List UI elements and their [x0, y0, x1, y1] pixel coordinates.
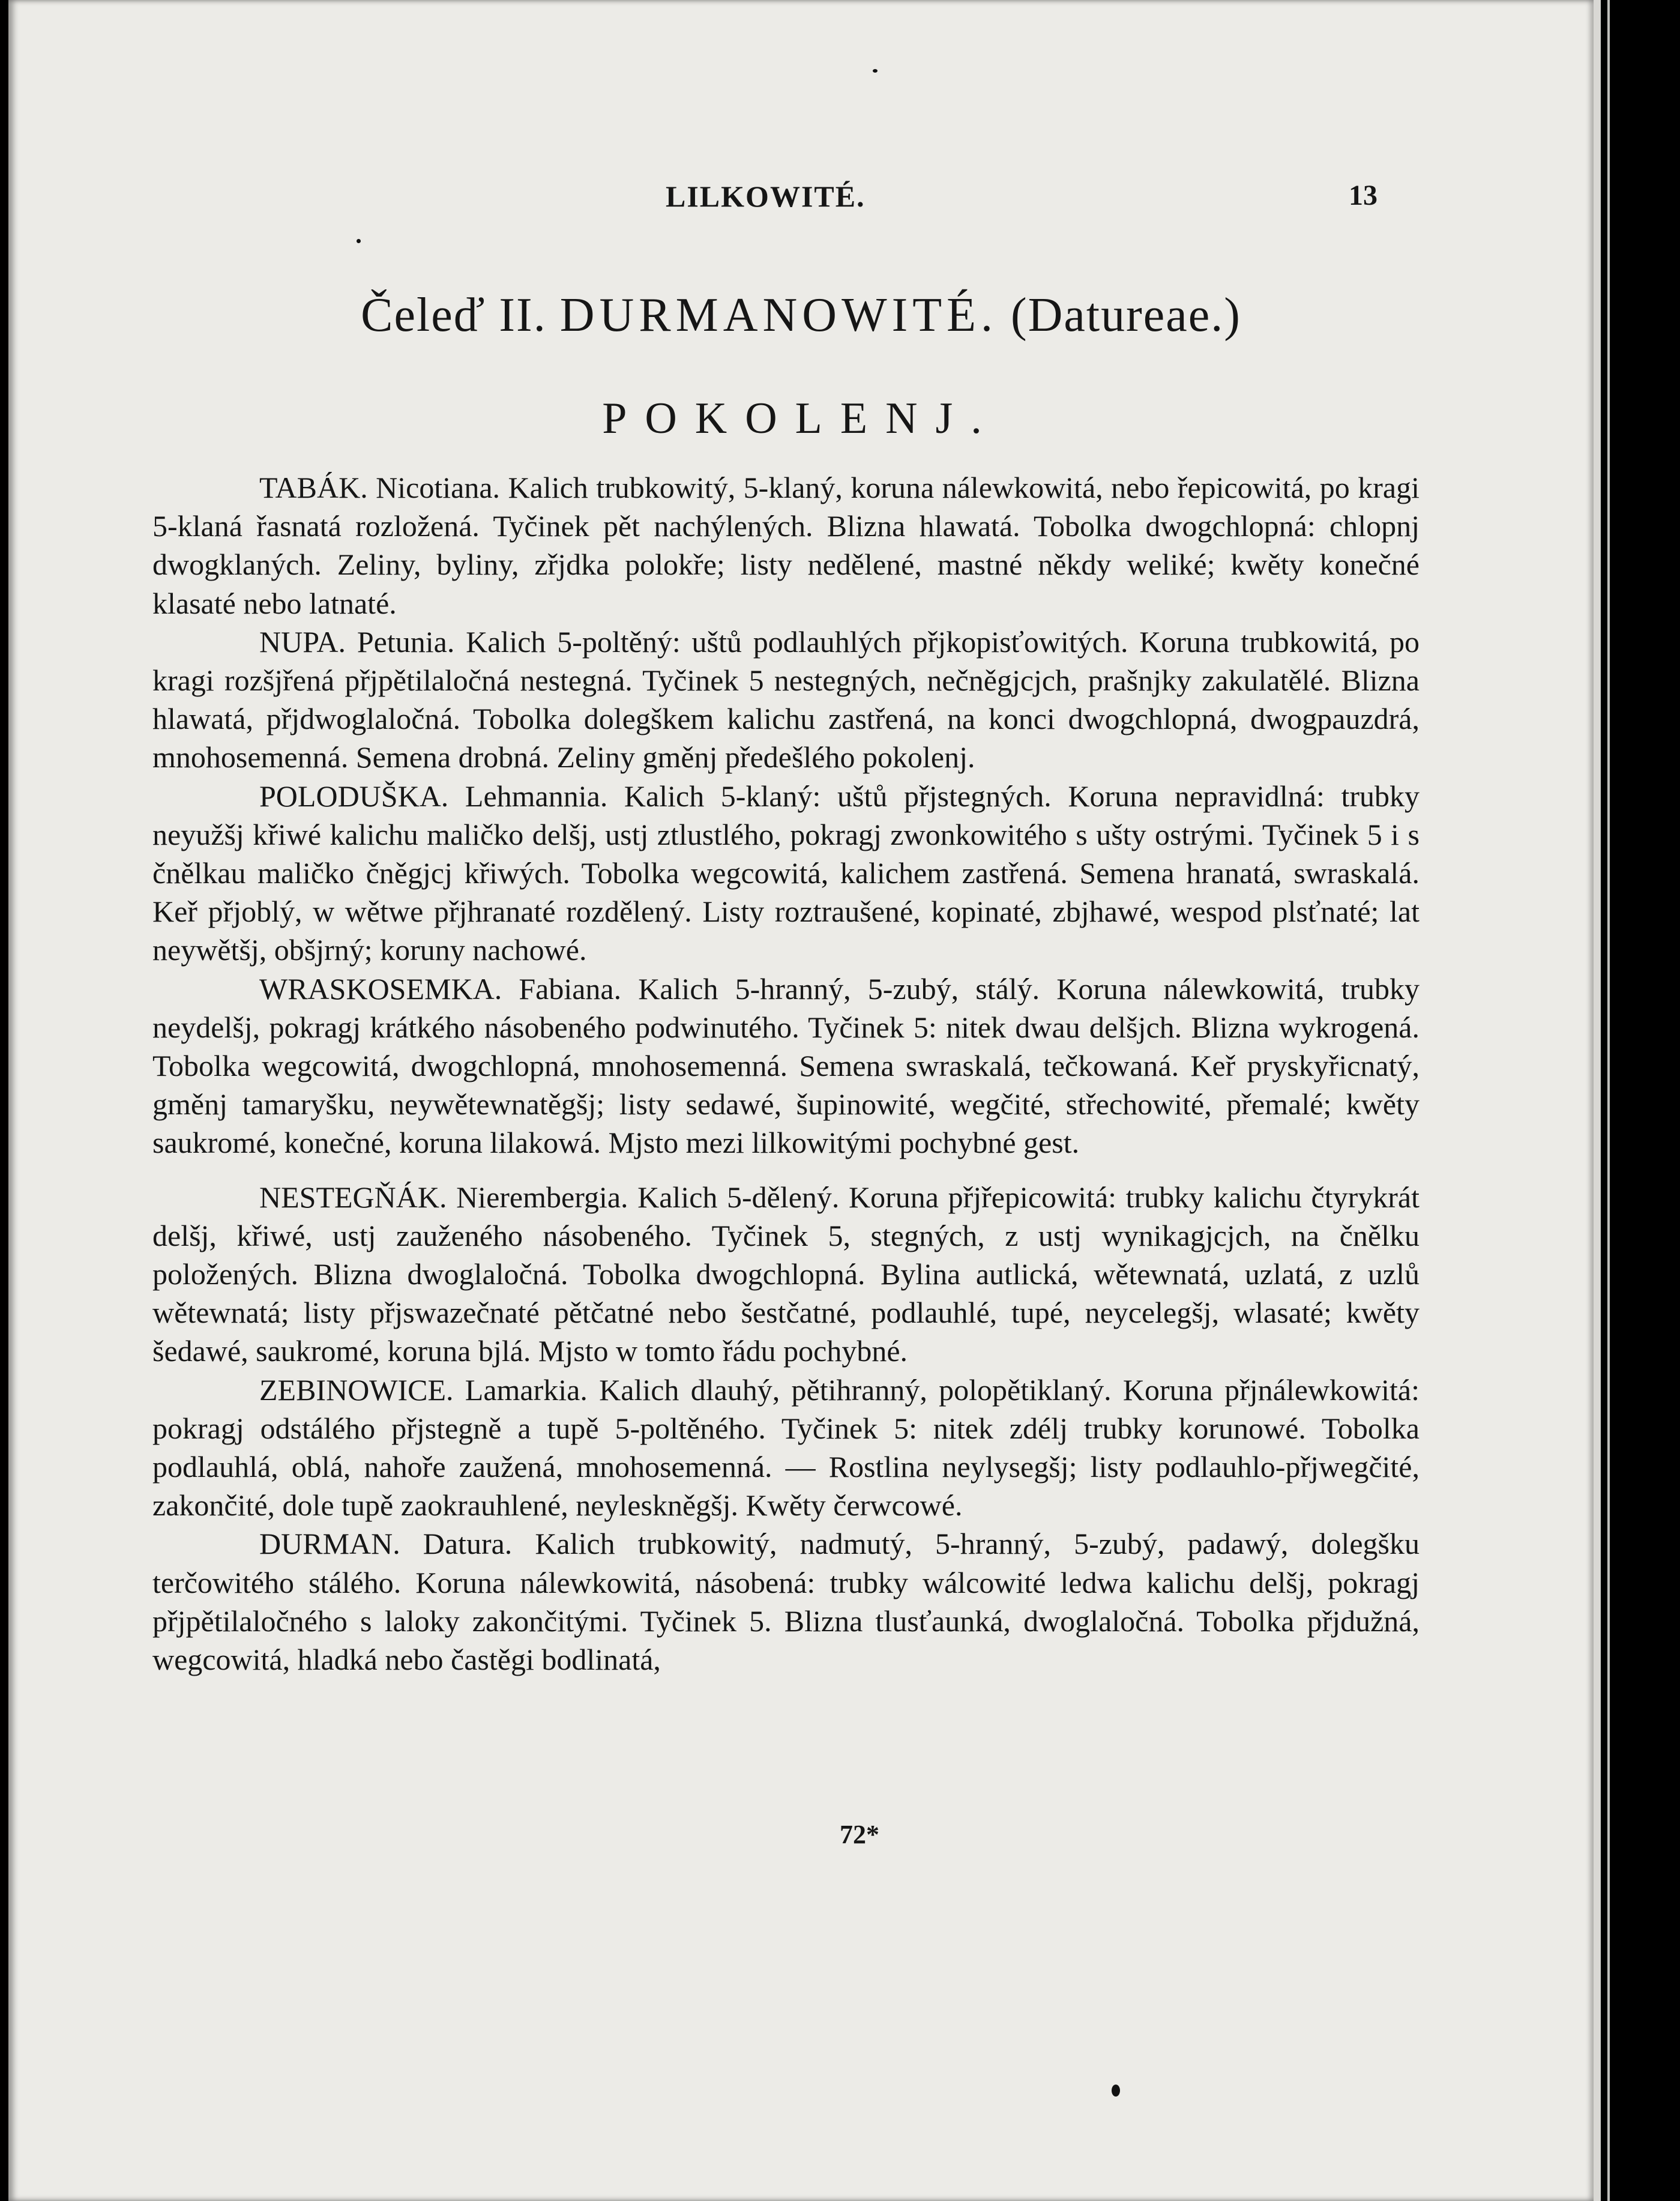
genus-entry-nestegnak: NESTEGŇÁK. Nierembergia. Kalich 5-dělený. Koruna přjřepicowitá: trubky kalichu čtyrykrát delšj, křiwé, ustj zauženého násobeného. Tyčinek 5, stegných, z ustj wynikagjcjch, na čnělku položených. Blizna dwoglaločná. Tobolka dwogchlopná. Bylina autlická, wětewnatá, uzlatá, z uzlů wětewnatá; listy přjswazečnaté pětčatné nebo šestčatné, podlauhlé, tupé, neycelegšj, wlasaté; kwěty šedawé, saukromé, koruna bjlá. Mjsto w tomto řádu pochybné. — [152, 1180, 1420, 1368]
page-number: 13 — [1349, 180, 1377, 211]
ink-speck — [873, 69, 878, 73]
family-prefix: Čeleď II. — [361, 289, 547, 342]
section-title: POKOLENJ. — [602, 394, 1000, 443]
genus-entry-poloduska: POLODUŠKA. Lehmannia. Kalich 5-klaný: uštů přjstegných. Koruna nepravidlná: trubky neyužšj křiwé kalichu maličko delšj, ustj ztlustlého, pokragj zwonkowitého s ušty ostrými. Tyčinek 5 i s čnělkau maličko čněgjcj křiwých. Tobolka wegcowitá, kalichem zastřená. Semena hranatá, swraskalá. Keř přjoblý, w wětwe přjhranaté rozdělený. Listy roztraušené, kopinaté, zbjhawé, wespod plsťnaté; lat neywětšj, obšjrný; koruny nachowé. — [152, 779, 1420, 967]
book-page — [8, 0, 1594, 2201]
page-edge-line — [1607, 0, 1610, 2201]
family-title — [8, 288, 1594, 343]
genus-entry-tabak: TABÁK. Nicotiana. Kalich trubkowitý, 5-klaný, koruna nálewkowitá, nebo řepicowitá, po kragi 5-klaná řasnatá rozložená. Tyčinek pět nachýlených. Blizna hlawatá. Tobolka dwogchlopná: chlopnj dwogklaných. Zeliny, byliny, zřjdka polokře; listy nedělené, mastné někdy weliké; kwěty konečné klasaté nebo latnaté. — [152, 471, 1420, 620]
family-name: DURMANOWITÉ. — [559, 289, 998, 342]
genus-entry-durman: DURMAN. Datura. Kalich trubkowitý, nadmutý, 5-hranný, 5-zubý, padawý, dolegšku terčowitého stálého. Koruna nálewkowitá, násobená: trubky wálcowité ledwa kalichu delšj, pokragj přjpětilaločného s laloky zakončitými. Tyčinek 5. Blizna tlusťaunká, dwoglaločná. Tobolka přjdužná, wegcowitá, hladká nebo častěgi bodlinatá, — [152, 1527, 1420, 1677]
body-text — [152, 468, 1420, 1679]
genus-entry-nupa: NUPA. Petunia. Kalich 5-poltěný: uštů podlauhlých přjkopisťowitých. Koruna trubkowitá, po kragi rozšjřená přjpětilaločná nestegná. Tyčinek 5 nestegných, nečněgjcjch, prašnjky zakulatělé. Blizna hlawatá, přjdwoglaločná. Tobolka dolegškem kalichu zastřená, na konci dwogchlopná, dwogpauzdrá, mnohosemenná. Semena drobná. Zeliny gměnj předešlého pokolenj. — [152, 624, 1420, 774]
ink-speck — [1112, 2085, 1120, 2097]
genus-entry-zebinowice: ZEBINOWICE. Lamarkia. Kalich dlauhý, pětihranný, polopětiklaný. Koruna přjnálewkowitá: pokragj odstálého přjstegně a tupě 5-poltěného. Tyčinek 5: nitek zdélj trubky korunowé. Tobolka podlauhlá, oblá, nahoře zaužená, mnohosemenná. — Rostlina neylysegšj; listy podlauhlo-přjwegčité, zakončité, dole tupě zaokrauhlené, neyleskněgšj. Kwěty čerwcowé. — [152, 1372, 1420, 1523]
signature-mark: 72* — [840, 1820, 879, 1849]
ink-speck — [357, 239, 361, 243]
page-edge — [1594, 0, 1601, 2201]
genus-entry-wraskosemka: WRASKOSEMKA. Fabiana. Kalich 5-hranný, 5-zubý, stálý. Koruna nálewkowitá, trubky neydelšj, pokragj krátkého násobeného podwinutého. Tyčinek 5: nitek dwau delšjch. Blizna wykrogená. Tobolka wegcowitá, dwogchlopná, mnohosemenná. Semena swraskalá, tečkowaná. Keř pryskyřicnatý, gměnj tamaryšku, neywětewnatěgšj; listy sedawé, šupinowité, wegčité, střechowité, přemalé; kwěty saukromé, konečné, koruna lilakowá. Mjsto mezi lilkowitými pochybné gest. — [152, 971, 1420, 1160]
family-latin: (Datureae.) — [1010, 289, 1241, 342]
running-head: LILKOWITÉ. — [666, 180, 866, 213]
